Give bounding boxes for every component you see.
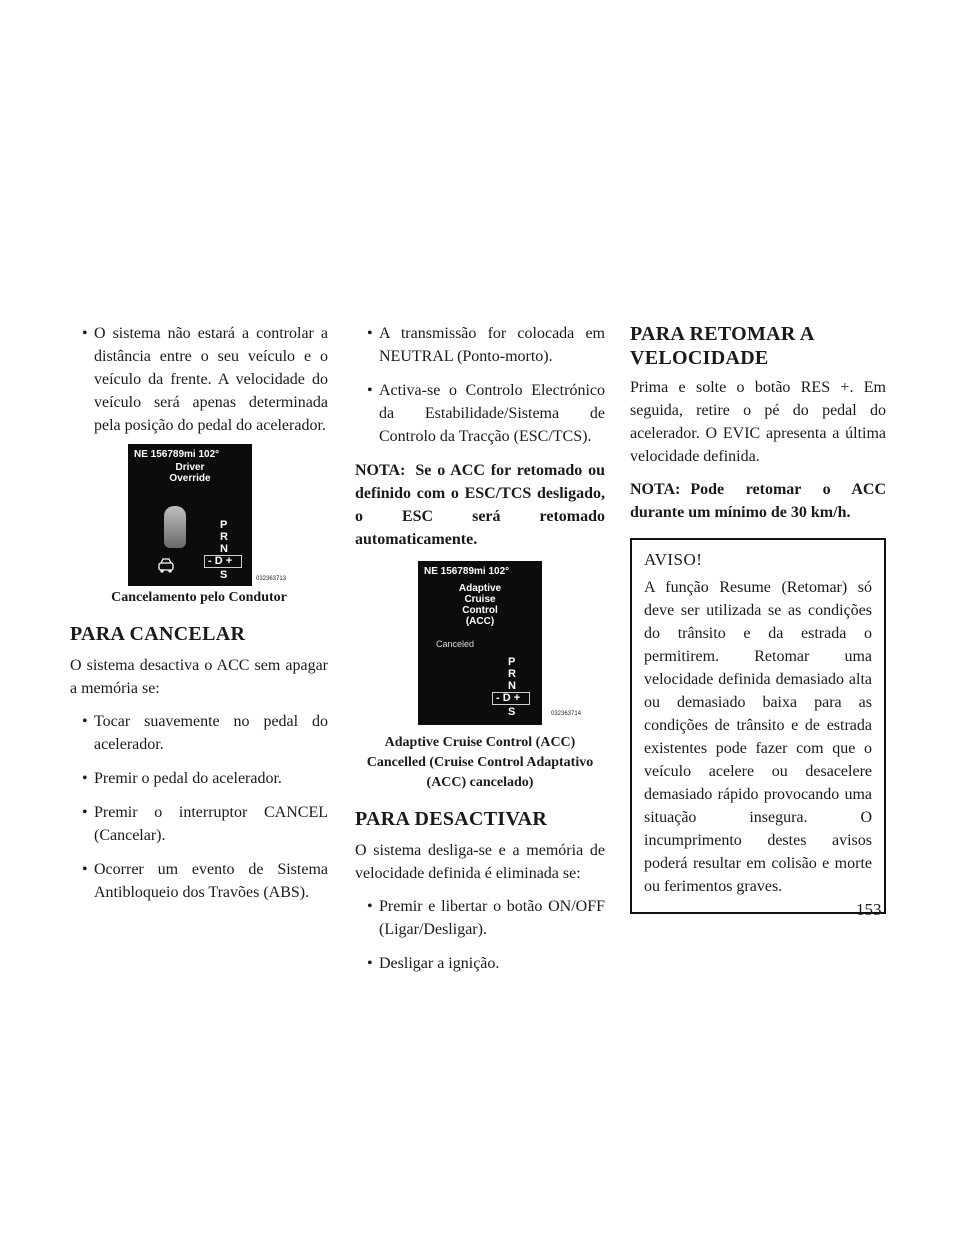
deactivate-bullet-list (355, 895, 605, 975)
warning-title: AVISO! (644, 550, 703, 569)
figure-id: 032363713 (256, 576, 287, 582)
note-label: NOTA: (355, 462, 406, 479)
intro-bullet-list (70, 322, 328, 437)
screen-message-line1: Driver (175, 462, 205, 473)
note (355, 459, 605, 551)
evic-screen (128, 444, 252, 586)
screen-message-line2: Override (169, 473, 211, 484)
list-item: • Premir o pedal do acelerador. (70, 767, 328, 790)
figure-driver-override (70, 444, 328, 586)
section-heading-deactivate: PARA DESACTIVAR (355, 808, 548, 830)
screen-message-line4: (ACC) (465, 616, 495, 627)
list-item: • Ocorrer um evento de Sistema Antibloqueio dos Travões (ABS). (70, 858, 328, 904)
figure-caption (355, 733, 605, 793)
warning-text: A função Resume (Retomar) só deve ser utilizada se as condições do trânsito e da estrada o permitirem. Retomar uma velocidade definida demasiado alta ou demasiado baixa para as condições de trânsito e de estrada existentes pode fazer com que o veículo acelere ou desacelere demasiado rápido provocando uma situação insegura. O incumprimento destes avisos poderá resultar em colisão e morte ou ferimentos graves. (644, 579, 872, 895)
screen-top-line: NE 156789mi 102° (424, 566, 510, 577)
list-item: • Premir e libertar o botão ON/OFF (Ligar/Desligar). (355, 895, 605, 941)
column-3 (630, 322, 886, 914)
gear-r: R (508, 668, 516, 680)
screen-message-line3: Control (462, 605, 498, 616)
note (630, 478, 886, 524)
figure-caption: Cancelamento pelo Condutor (111, 590, 287, 605)
figure-acc-cancelled (355, 561, 605, 725)
note-label: NOTA: (630, 481, 681, 498)
note-text: Pode retomar o ACC durante um mínimo de 30 km/h. (630, 481, 886, 521)
gear-r: R (220, 531, 228, 543)
gear-s: S (220, 569, 228, 581)
warning-box (630, 538, 886, 914)
gear-n: N (508, 680, 516, 692)
gear-d: - D + (496, 692, 521, 704)
note-text: Se o ACC for retomado ou definido com o ESC/TCS desligado, o ESC será retomado automaticamente. (355, 462, 605, 548)
driver-override-car-icon (156, 558, 176, 574)
caption-line: (ACC) cancelado) (426, 775, 534, 790)
list-item: • A transmissão for colocada em NEUTRAL (Ponto-morto). (355, 322, 605, 368)
evic-screen (418, 561, 542, 725)
list-item: • Tocar suavemente no pedal do acelerador. (70, 710, 328, 756)
list-item: • Premir o interruptor CANCEL (Cancelar). (70, 801, 328, 847)
gear-p: P (508, 656, 516, 668)
list-item: • Desligar a ignição. (355, 952, 605, 975)
screen-top-line: NE 156789mi 102° (134, 449, 220, 460)
car-icon (164, 506, 186, 548)
gear-n: N (220, 543, 228, 555)
screen-message-line2: Cruise (464, 594, 496, 605)
column-1 (70, 322, 328, 915)
section-heading-resume (630, 322, 886, 370)
list-item: • Activa-se o Controlo Electrónico da Estabilidade/Sistema de Controlo da Tracção (ESC/TCS). (355, 379, 605, 448)
gear-s: S (508, 706, 516, 718)
screen-message-line1: Adaptive (458, 583, 502, 594)
paragraph: O sistema desactiva o ACC sem apagar a memória se: (70, 657, 328, 697)
figure-id: 032363714 (551, 711, 582, 717)
heading-line: PARA RETOMAR A (630, 323, 815, 345)
list-item: • O sistema não estará a controlar a distância entre o seu veículo e o veículo da frente. A velocidade do veículo será apenas determinada pela posição do pedal do acelerador. (70, 322, 328, 437)
gear-d: - D + (208, 555, 233, 567)
gear-p: P (220, 519, 228, 531)
screen-status: Canceled (436, 639, 475, 649)
heading-line: VELOCIDADE (630, 347, 769, 369)
paragraph: O sistema desliga-se e a memória de velocidade definida é eliminada se: (355, 842, 605, 882)
page-number: 153 (856, 900, 882, 919)
caption-line: Adaptive Cruise Control (ACC) (384, 735, 576, 750)
cancel-bullet-list (70, 710, 328, 904)
cancel-bullet-list-continued (355, 322, 605, 448)
paragraph: Prima e solte o botão RES +. Em seguida, retire o pé do pedal do acelerador. O EVIC apresenta a última velocidade definida. (630, 379, 886, 465)
column-2 (355, 322, 605, 986)
section-heading-cancel: PARA CANCELAR (70, 623, 246, 645)
caption-line: Cancelled (Cruise Control Adaptativo (366, 755, 594, 770)
